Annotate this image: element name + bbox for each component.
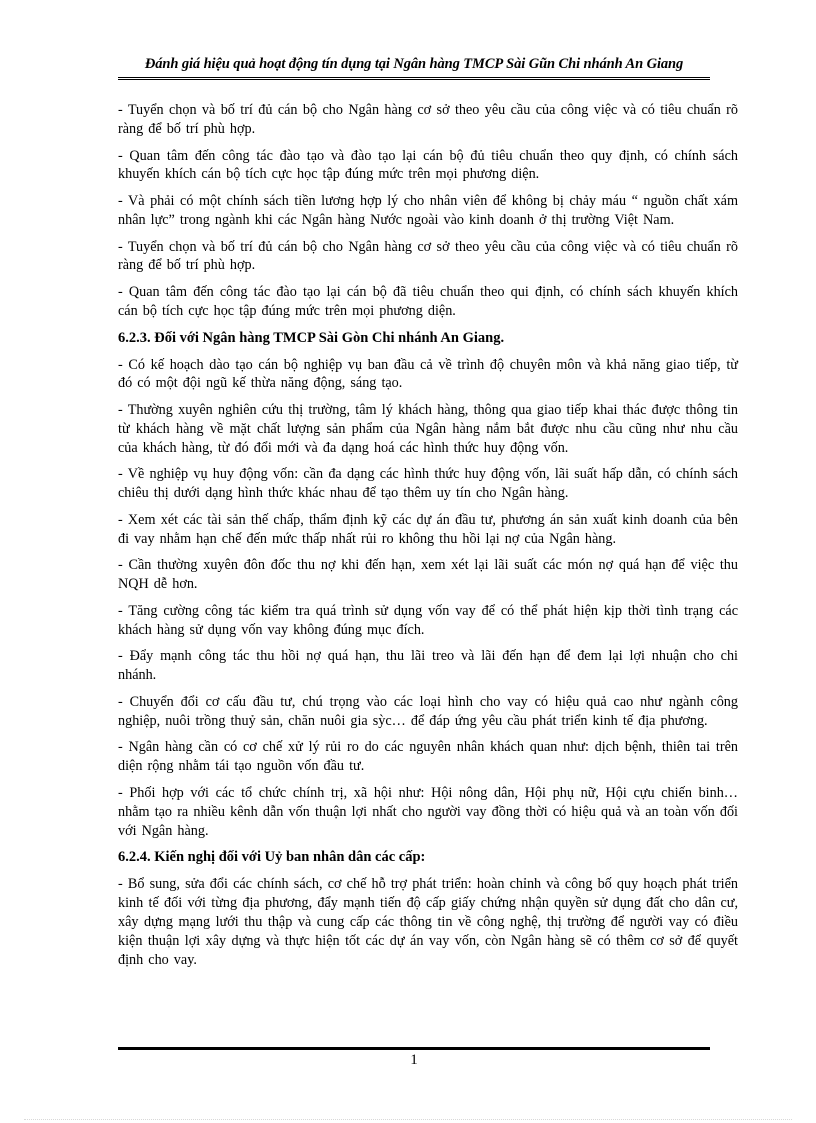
page-number: 1 bbox=[410, 1052, 418, 1068]
page-bottom-dotted-edge bbox=[24, 1119, 792, 1120]
body-paragraph: - Có kế hoạch dào tạo cán bộ nghiệp vụ ban đầu cả về trình độ chuyên môn và khả năng giao tiếp, từ đó có một đội ngũ kế thừa năng động, sáng tạo. bbox=[118, 356, 738, 392]
body-paragraph: - Quan tâm đến công tác đào tạo và đào tạo lại cán bộ đủ tiêu chuẩn theo quy định, có chính sách khuyến khích cán bộ tích cực học tập đúng mức trên mọi phương diện. bbox=[118, 147, 738, 183]
body-paragraph: - Cần thường xuyên đôn đốc thu nợ khi đến hạn, xem xét lại lãi suất các món nợ quá hạn để việc thu NQH dễ hơn. bbox=[118, 557, 738, 593]
footer-rule bbox=[118, 1047, 710, 1050]
body-paragraph: - Đẩy mạnh công tác thu hồi nợ quá hạn, thu lãi treo và lãi đến hạn để đem lại lợi nhuận cho chi nhánh. bbox=[118, 648, 738, 684]
body-paragraph: - Tuyển chọn và bố trí đủ cán bộ cho Ngân hàng cơ sở theo yêu cầu của công việc và có tiêu chuẩn rõ ràng để bố trí phù hợp. bbox=[118, 238, 738, 274]
section-heading-6-2-4: 6.2.4. Kiến nghị đối với Uỷ ban nhân dân các cấp: bbox=[118, 849, 426, 866]
body-paragraph: - Ngân hàng cần có cơ chế xử lý rủi ro do các nguyên nhân khách quan như: dịch bệnh, thiên tai trên diện rộng nhằm tái tạo nguồn vốn đầu tư. bbox=[118, 739, 738, 775]
body-paragraph: - Về nghiệp vụ huy động vốn: cần đa dạng các hình thức huy động vốn, lãi suất hấp dẫn, có chính sách chiêu thị dưới dạng hình thức khác nhau để tạo thêm uy tín cho Ngân hàng. bbox=[118, 466, 738, 502]
body-paragraph: - Chuyển đổi cơ cấu đầu tư, chú trọng vào các loại hình cho vay có hiệu quả cao như ngành công nghiệp, nuôi trồng thuỷ sản, chăn nuôi gia sỳc… để đáp ứng yêu cầu phát triển kinh tế địa phương. bbox=[118, 693, 738, 729]
body-paragraph: - Bổ sung, sửa đổi các chính sách, cơ chế hỗ trợ phát triển: hoàn chỉnh và công bố quy hoạch phát triển kinh tế đối với từng địa phương, đẩy mạnh tiến độ cấp giấy chứng nhận quyền sử dụng đất cho dân cư, xây dựng mạng lưới thu thập và cung cấp các thông tin về công nghệ, thị trường để người vay có điều kiện thuận lợi xây dựng và thực hiện tốt các dự án vay vốn, còn Ngân hàng sẽ có thêm cơ sở để quyết định cho vay. bbox=[118, 876, 738, 968]
body-paragraph: - Thường xuyên nghiên cứu thị trường, tâm lý khách hàng, thông qua giao tiếp khai thác được thông tin từ khách hàng về mặt chất lượng sản phẩm của Ngân hàng nắm bắt được nhu cầu cũng như nhu cầu của khách hàng, từ đó đổi mới và đa dạng hoá các hình thức huy động vốn. bbox=[118, 402, 738, 456]
document-body bbox=[118, 101, 738, 978]
running-header-title: Đánh giá hiệu quả hoạt động tín dụng tại Ngân hàng TMCP Sài Gũn Chi nhánh An Giang bbox=[144, 56, 684, 72]
body-paragraph: - Tuyển chọn và bố trí đủ cán bộ cho Ngân hàng cơ sở theo yêu cầu của công việc và có tiêu chuẩn rõ ràng để bố trí phù hợp. bbox=[118, 102, 738, 137]
body-paragraph: - Xem xét các tài sản thế chấp, thẩm định kỹ các dự án đầu tư, phương án sản xuất kinh doanh của bên đi vay nhằm hạn chế đến mức thấp nhất rủi ro không thu hồi lại nợ của Ngân hàng. bbox=[118, 511, 738, 547]
body-paragraph: - Tăng cường công tác kiểm tra quá trình sử dụng vốn vay để có thể phát hiện kịp thời tình trạng các khách hàng sử dụng vốn vay không đúng mục đích. bbox=[118, 602, 738, 638]
header-double-rule bbox=[118, 77, 710, 80]
body-paragraph: - Và phải có một chính sách tiền lương hợp lý cho nhân viên để không bị chảy máu “ nguồn chất xám nhân lực” trong ngành khi các Ngân hàng Nước ngoài vào kinh doanh ở thị trường Việt Nam. bbox=[118, 193, 738, 228]
section-heading-6-2-3: 6.2.3. Đối với Ngân hàng TMCP Sài Gòn Chi nhánh An Giang. bbox=[118, 329, 505, 346]
body-paragraph: - Quan tâm đến công tác đào tạo lại cán bộ đã tiêu chuẩn theo qui định, có chính sách khuyến khích cán bộ tích cực học tập đúng mức trên mọi phương diện. bbox=[118, 284, 738, 319]
body-paragraph: - Phối hợp với các tổ chức chính trị, xã hội như: Hội nông dân, Hội phụ nữ, Hội cựu chiến binh… nhằm tạo ra nhiều kênh dẫn vốn thuận lợi nhất cho người vay đồng thời có hiệu quả và an toàn vốn đối với Ngân hàng. bbox=[118, 784, 738, 839]
